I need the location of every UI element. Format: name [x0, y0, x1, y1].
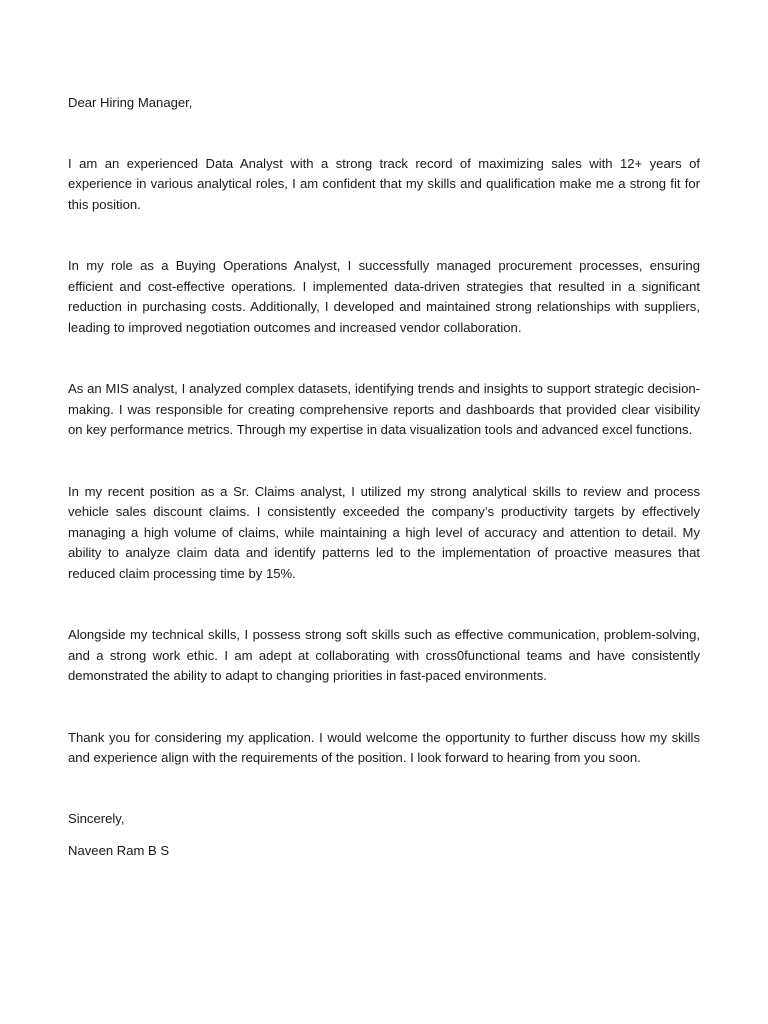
- paragraph-claims-analyst: In my recent position as a Sr. Claims analyst, I utilized my strong analytical skills to review and process vehicle sales discount claims. I consistently exceeded the company’s productivity targets by effectively managing a high volume of claims, while maintaining a high level of accuracy and attention to detail. My ability to analyze claim data and identify patterns led to the implementation of proactive measures that reduced claim processing time by 15%.: [68, 483, 700, 581]
- closing: Sincerely,: [68, 810, 125, 826]
- cover-letter: [68, 93, 700, 862]
- paragraph-thank-you: Thank you for considering my application. I would welcome the opportunity to further discuss how my skills and experience align with the requirements of the position. I look forward to hearing from you soon.: [68, 729, 700, 765]
- paragraph-introduction: I am an experienced Data Analyst with a strong track record of maximizing sales with 12+ years of experience in various analytical roles, I am confident that my skills and qualification make me a strong fit for this position.: [68, 155, 700, 212]
- paragraph-buying-operations: In my role as a Buying Operations Analyst, I successfully managed procurement processes, ensuring efficient and cost-effective operations. I implemented data-driven strategies that resulted in a significant reduction in purchasing costs. Additionally, I developed and maintained strong relationships with suppliers, leading to improved negotiation outcomes and increased vendor collaboration.: [68, 258, 700, 335]
- signature-name: Naveen Ram B S: [68, 843, 170, 858]
- paragraph-soft-skills: Alongside my technical skills, I possess strong soft skills such as effective communication, problem-solving, and a strong work ethic. I am adept at collaborating with cross0functional teams and have consistently demonstrated the ability to adapt to changing priorities in fast-paced environments.: [68, 627, 700, 683]
- salutation: Dear Hiring Manager,: [68, 95, 193, 110]
- paragraph-mis-analyst: As an MIS analyst, I analyzed complex datasets, identifying trends and insights to support strategic decision-making. I was responsible for creating comprehensive reports and dashboards that provided clear visibility on key performance metrics. Through my expertise in data visualization tools and advanced excel functions.: [68, 381, 700, 437]
